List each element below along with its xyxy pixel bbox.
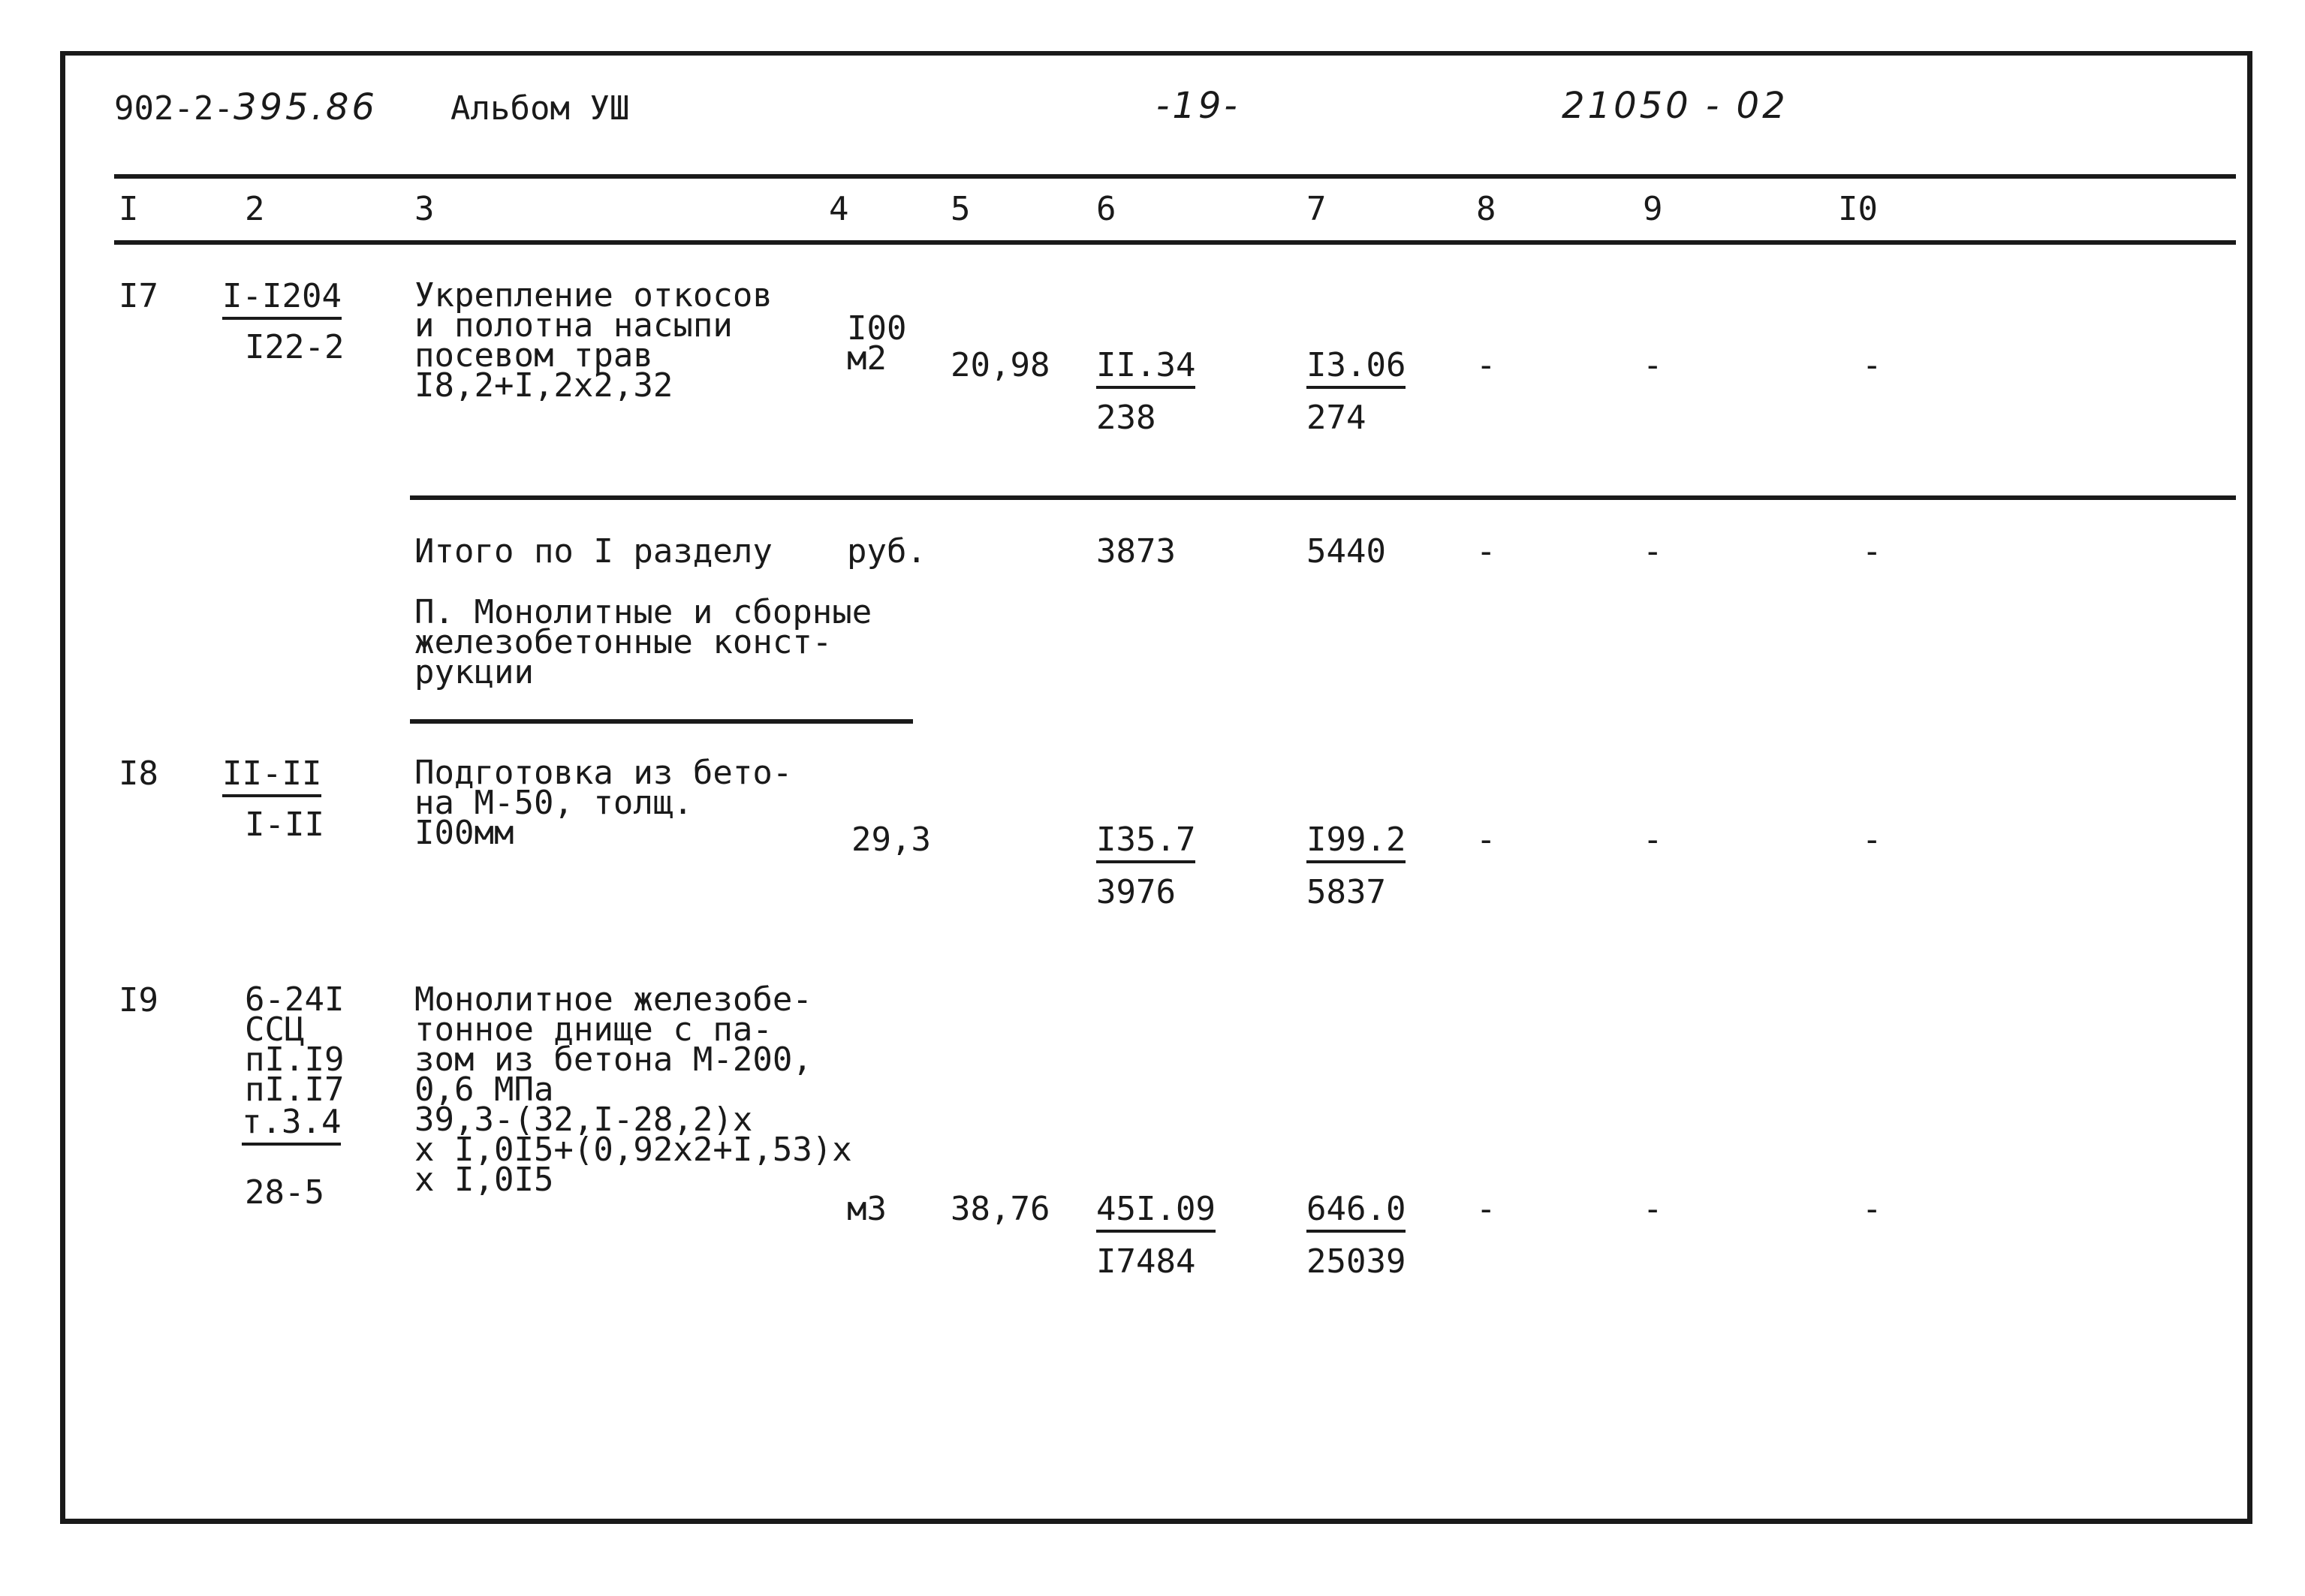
section-heading-rule	[410, 719, 913, 724]
unit-cost-2: I99.2	[1306, 823, 1406, 857]
column-header: 6	[1096, 190, 1116, 228]
work-description: Укрепление откосов и полотна насыпи посевом трав I8,2+I,2х2,32	[414, 276, 773, 405]
rate-code-bottom: 28-5	[245, 1173, 324, 1212]
quantity: 20,98	[951, 346, 1050, 384]
cell-dash: -	[1476, 532, 1496, 571]
quantity: 29,3	[851, 821, 931, 859]
unit-cost: II.34	[1096, 348, 1195, 383]
unit-cost-2: I3.06	[1306, 348, 1406, 383]
column-header: 9	[1643, 190, 1663, 228]
column-header: 2	[245, 190, 265, 228]
total-cost-2: 5837	[1306, 873, 1386, 911]
unit: м3	[847, 1190, 887, 1228]
cell-dash: -	[1862, 821, 1882, 859]
total-cost-2: 25039	[1306, 1242, 1406, 1281]
quantity: 38,76	[951, 1190, 1050, 1228]
rate-code-top: т.3.4	[242, 1105, 341, 1140]
cell-dash: -	[1862, 346, 1882, 384]
total-cost: I7484	[1096, 1242, 1196, 1281]
row-number: I7	[119, 277, 158, 315]
column-header: 7	[1306, 190, 1327, 228]
column-header-rule	[114, 240, 2236, 245]
rate-code-lines: 6-24I ССЦ пI.I9 пI.I7	[245, 980, 345, 1109]
column-header: I0	[1838, 190, 1878, 228]
column-header: I	[119, 190, 139, 228]
unit: I00 м2	[847, 309, 907, 378]
project-number: 21050 - 02	[1562, 85, 1788, 127]
unit-cost: 45I.09	[1096, 1192, 1216, 1227]
cell-dash: -	[1643, 532, 1663, 571]
column-header: 8	[1476, 190, 1496, 228]
column-header: 3	[414, 190, 435, 228]
row-number: I8	[119, 754, 158, 793]
total-label: Итого по I разделу	[414, 532, 773, 571]
cell-dash: -	[1643, 821, 1663, 859]
total-value-2: 5440	[1306, 532, 1386, 571]
total-cost-2: 274	[1306, 399, 1366, 437]
column-header: 5	[951, 190, 971, 228]
rate-code-top: II-II	[222, 757, 321, 791]
header-rule	[114, 174, 2236, 179]
unit-cost-2: 646.0	[1306, 1192, 1406, 1227]
rate-code-top: I-I204	[222, 279, 342, 314]
section-rule	[410, 495, 2236, 500]
rate-code-bottom: I22-2	[245, 328, 345, 366]
section-heading: П. Монолитные и сборные железобетонные конст- рукции	[414, 593, 872, 691]
total-unit: руб.	[847, 532, 927, 571]
cell-dash: -	[1643, 1190, 1663, 1228]
cell-dash: -	[1862, 1190, 1882, 1228]
total-cost: 3976	[1096, 873, 1176, 911]
rate-code-bottom: I-II	[245, 806, 324, 844]
work-description: Монолитное железобе- тонное днище с па- зом из бетона М-200, 0,6 МПа 39,3-(32,I-28,2)х х I,0I5+(0,92х2+I,53)х х I,0I5	[414, 980, 852, 1199]
cell-dash: -	[1862, 532, 1882, 571]
album-label: Альбом УШ	[450, 89, 630, 128]
total-cost: 238	[1096, 399, 1156, 437]
total-value: 3873	[1096, 532, 1176, 571]
row-number: I9	[119, 981, 158, 1019]
page-number: -19-	[1156, 85, 1240, 127]
page-frame	[60, 51, 2252, 1524]
doc-code: 902-2-395.86	[114, 86, 378, 128]
cell-dash: -	[1476, 821, 1496, 859]
unit-cost: I35.7	[1096, 823, 1195, 857]
work-description: Подготовка из бето- на М-50, толщ. I00мм	[414, 754, 793, 852]
cell-dash: -	[1476, 1190, 1496, 1228]
cell-dash: -	[1476, 346, 1496, 384]
cell-dash: -	[1643, 346, 1663, 384]
column-header: 4	[829, 190, 849, 228]
